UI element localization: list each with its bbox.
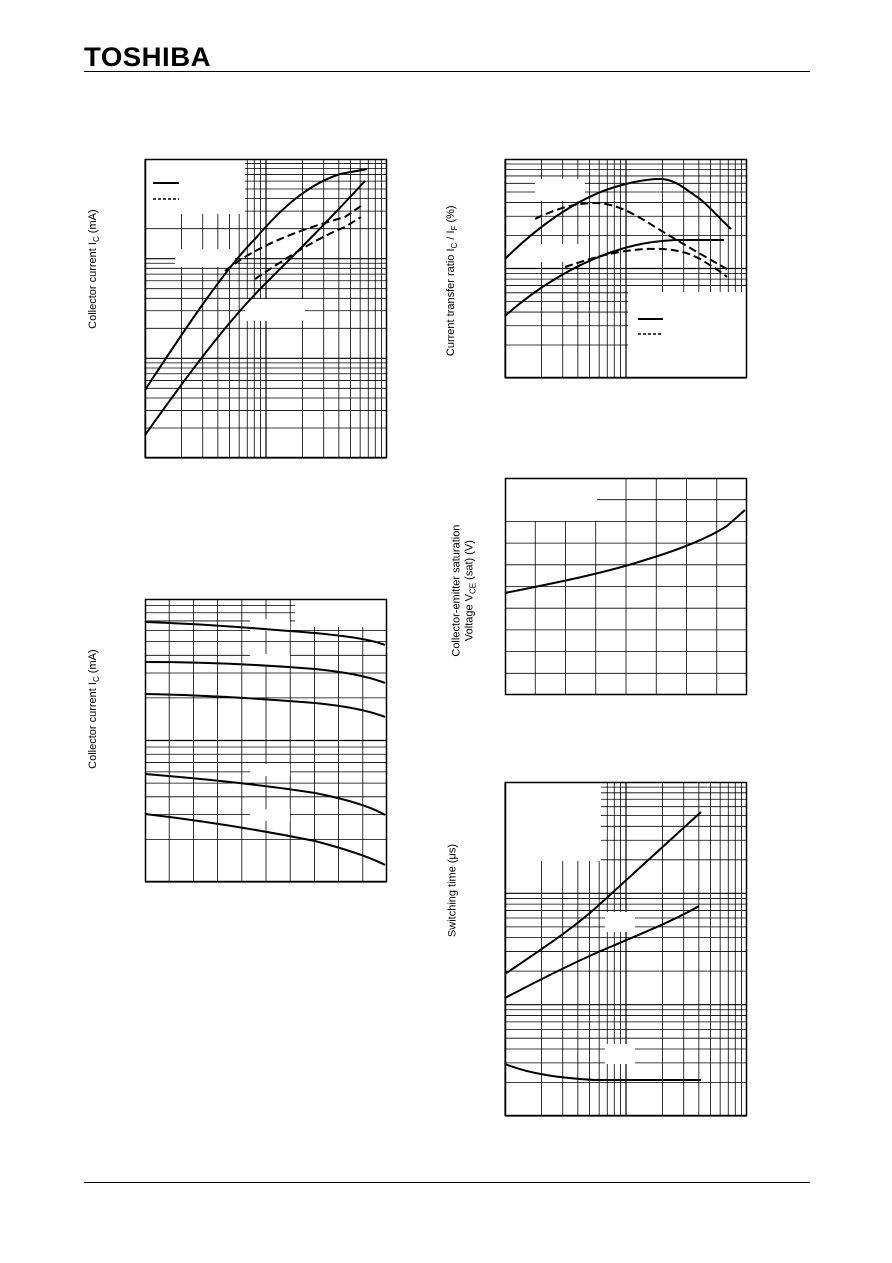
chart4-ylabel: Collector-emitter saturation Voltage $V_{CE}$ (sat) (V) <box>450 524 478 657</box>
chart-ic-vs-ta <box>145 599 387 882</box>
chart2-ylabel: Current transfer ratio $I_C / I_F$ (%) <box>444 205 460 357</box>
chart1-ylabel: Collector current $I_C$ (mA) <box>86 209 102 329</box>
footer-rule <box>84 1182 810 1183</box>
chart-ctr <box>505 159 747 378</box>
header-rule <box>84 71 810 72</box>
chart-vce-sat <box>505 478 747 695</box>
chart-switching <box>505 782 747 1116</box>
chart3-ylabel: Collector current $I_C$ (mA) <box>86 649 102 769</box>
toshiba-logo: TOSHIBA <box>84 42 212 72</box>
chart5-ylabel: Switching time (μs) <box>446 843 459 938</box>
chart-ic-vs-if <box>145 159 387 458</box>
